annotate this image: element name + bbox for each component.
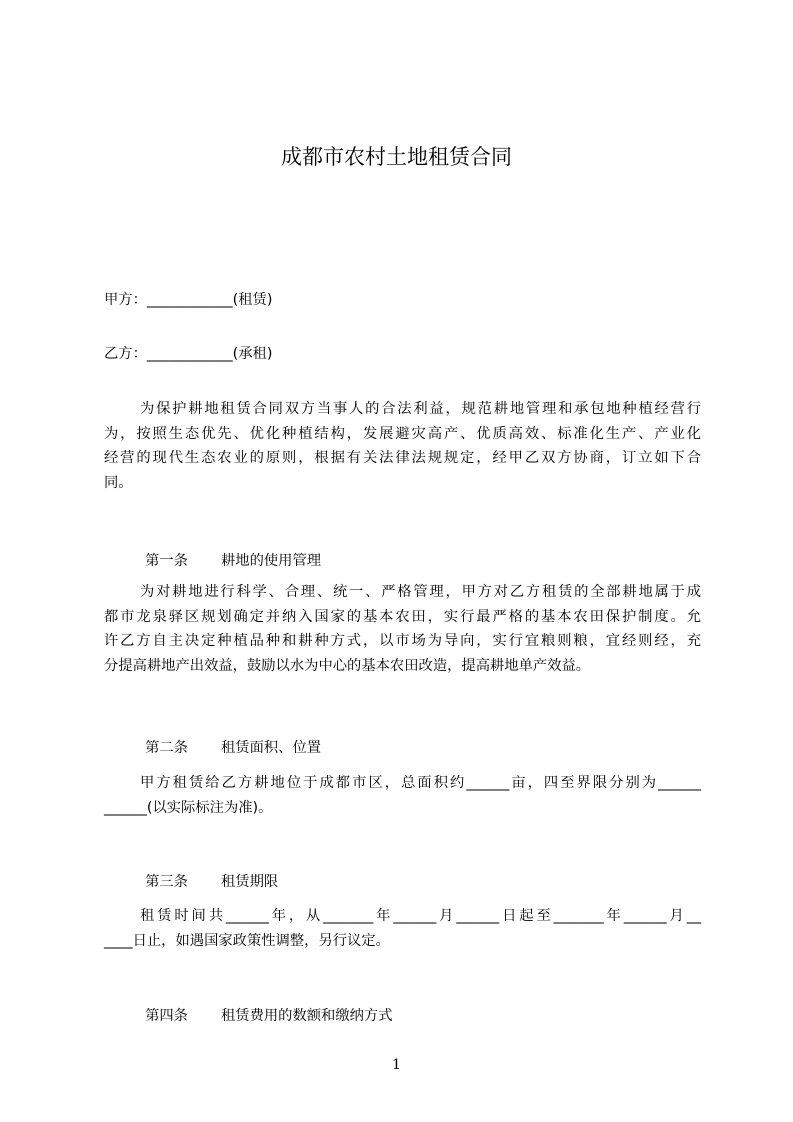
preamble-line-4: 同。 (104, 474, 133, 491)
article1-line-1: 为对耕地进行科学、合理、统一、严格管理，甲方对乙方租赁的全部耕地属于成 (140, 584, 701, 600)
document-title: 成都市农村土地租赁合同 (281, 145, 512, 169)
page-number: 1 (392, 1057, 401, 1073)
party-b-line: 乙方：____________(承租) (104, 346, 273, 362)
party-a-line: 甲方：____________(租赁) (104, 292, 273, 308)
article2-line-1: 甲方租赁给乙方耕地位于成都市区，总面积约______亩，四至界限分别为______ (140, 775, 701, 791)
article2-number: 第二条 (145, 740, 188, 756)
preamble-line-3: 经营的现代生态农业的原则，根据有关法律法规规定，经甲乙双方协商，订立如下合 (104, 450, 701, 466)
preamble-line-2: 为，按照生态优先、优化种植结构，发展避灾高产、优质高效、标准化生产、产业化 (104, 425, 701, 442)
article3-number: 第三条 (145, 874, 188, 890)
article4-heading (136, 986, 393, 1026)
article1-line-4: 分提高耕地产出效益，鼓励以水为中心的基本农田改造，提高耕地单产效益。 (104, 657, 591, 674)
article3-line-1: 租赁时间共______年，从_______年______月______日起至_______年______月__ (140, 908, 701, 924)
article4-title: 租赁费用的数额和缴纳方式 (220, 1008, 393, 1024)
article1-line-2: 都市龙泉驿区规划确定并纳入国家的基本农田，实行最严格的基本农田保护制度。允 (104, 608, 701, 625)
article3-line-2: ____日止，如遇国家政策性调整，另行议定。 (104, 932, 390, 949)
preamble-line-1: 为保护耕地租赁合同双方当事人的合法利益，规范耕地管理和承包地种植经营行 (140, 401, 701, 417)
article1-title: 耕地的使用管理 (220, 553, 322, 569)
article2-title: 租赁面积、位置 (220, 740, 322, 756)
article1-body (104, 580, 701, 678)
article3-body (104, 904, 701, 953)
article4-number: 第四条 (145, 1008, 188, 1024)
article1-heading (136, 531, 321, 571)
article2-heading (136, 718, 321, 758)
article2-body (104, 771, 701, 820)
article3-title: 租赁期限 (220, 874, 279, 890)
article1-line-3: 许乙方自主决定种植品种和耕种方式，以市场为导向，实行宜粮则粮，宜经则经，充 (104, 633, 701, 649)
article2-line-2: ______(以实际标注为准)。 (104, 799, 273, 816)
preamble-paragraph (104, 397, 701, 495)
article1-number: 第一条 (145, 553, 188, 569)
article3-heading (136, 852, 278, 892)
